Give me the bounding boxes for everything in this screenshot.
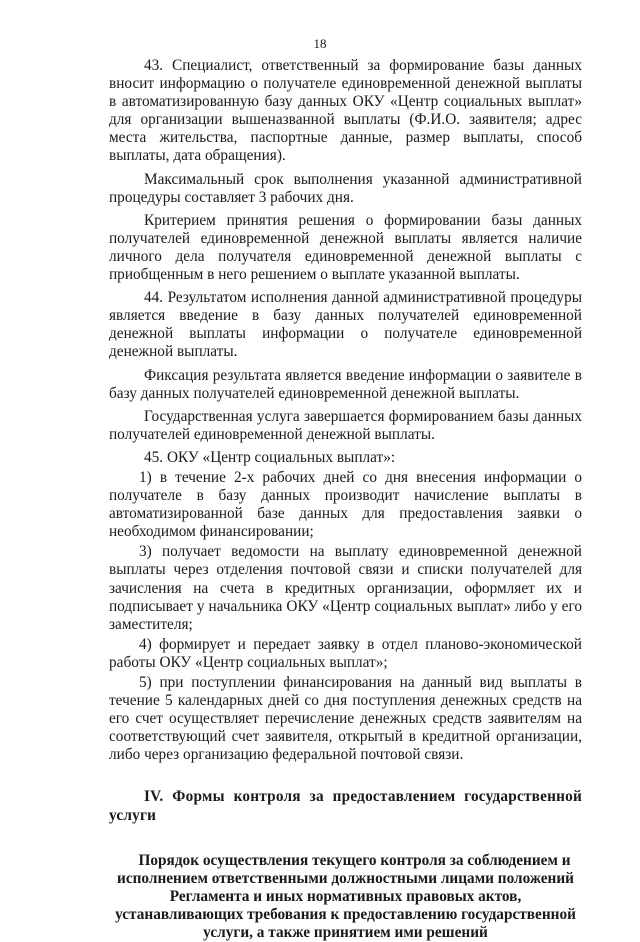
list-item-4: 4) формирует и передает заявку в отдел планово-экономической работы ОКУ «Центр социальных выплат»; <box>109 635 582 671</box>
subheading-control-procedure: Порядок осуществления текущего контроля за соблюдением и исполнением ответственными должностными лицами положений Регламента и иных нормативных правовых актов, устанавливающих требования к предоставлению государственной услуги, а также принятием ими решений <box>115 851 576 942</box>
paragraph-45: 45. ОКУ «Центр социальных выплат»: <box>144 448 396 466</box>
list-item-5: 5) при поступлении финансирования на данный вид выплаты в течение 5 календарных дней со дня поступления денежных средств на его счет осуществляет перечисление денежных средств заявителям на соответствующий счет заявителя, открытый в кредитной организации, либо через организацию федеральной почтовой связи. <box>109 674 582 764</box>
section-heading-iv: IV. Формы контроля за предоставлением государственной услуги <box>109 788 582 824</box>
list-item-1: 1) в течение 2-х рабочих дней со дня внесения информации о получателе в базу данных производит начисление выплаты в автоматизированной базе данных для предоставления заявки о необходимом финансировании; <box>109 468 582 541</box>
paragraph-43: 43. Специалист, ответственный за формирование базы данных вносит информацию о получателе единовременной денежной выплаты в автоматизированную базу данных ОКУ «Центр социальных выплат» для организации вышеназванной выплаты (Ф.И.О. заявителя; адрес места жительства, паспортные данные, размер выплаты, способ выплаты, дата обращения). <box>109 57 582 165</box>
paragraph-44: 44. Результатом исполнения данной административной процедуры является введение в базу данных получателей единовременной денежной выплаты информации о получателе единовременной денежной выплаты. <box>109 289 582 361</box>
paragraph-max-term: Максимальный срок выполнения указанной административной процедуры составляет 3 рабочих дня. <box>109 170 582 206</box>
paragraph-fixation: Фиксация результата является введение информации о заявителе в базу данных получателей единовременной денежной выплаты. <box>109 366 582 402</box>
list-item-3: 3) получает ведомости на выплату единовременной денежной выплаты через отделения почтовой связи и списки получателей для зачисления на счета в кредитных организации, оформляет их и подписывает у начальника ОКУ «Центр социальных выплат» либо у его заместителя; <box>109 543 582 633</box>
page-number: 18 <box>313 36 327 51</box>
paragraph-service-completion: Государственная услуга завершается формированием базы данных получателей единовременной денежной выплаты. <box>109 407 582 443</box>
paragraph-criterion: Критерием принятия решения о формировании базы данных получателей единовременной денежной выплаты является наличие личного дела получателя единовременной денежной выплаты с приобщенным в него решением о выплате указанной выплаты. <box>109 211 582 284</box>
document-body <box>109 57 582 942</box>
